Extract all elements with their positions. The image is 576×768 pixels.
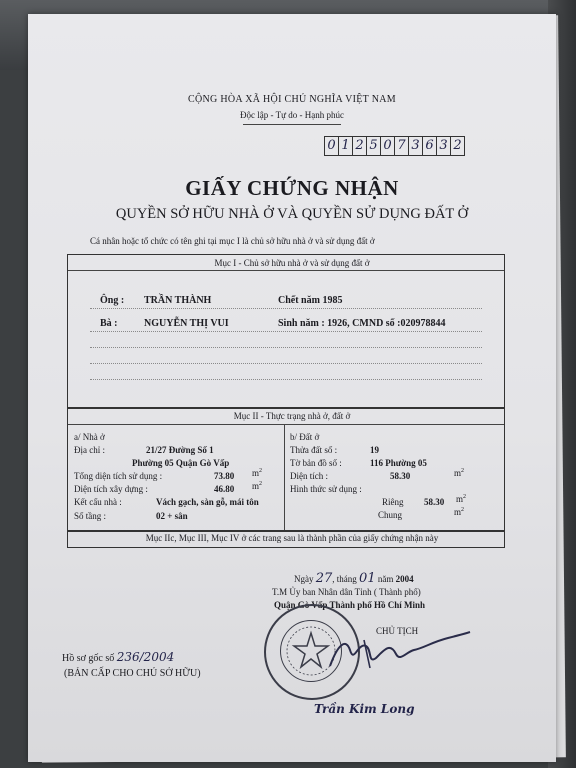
plot-label: Thửa đất số : xyxy=(290,445,338,455)
serial-digit: 1 xyxy=(339,136,353,156)
unit-m2: $m^2$ xyxy=(252,468,263,478)
certificate-page xyxy=(28,14,556,762)
record-number: 236/2004 xyxy=(116,650,175,664)
floors-value: 02 + sân xyxy=(156,511,188,521)
authority-line2: Quận Gò Vấp Thành phố Hồ Chí Minh xyxy=(274,600,425,610)
owner1-name: TRẦN THÀNH xyxy=(144,295,212,306)
usage-label: Hình thức sử dụng : xyxy=(290,484,362,494)
private-value: 58.30 xyxy=(424,497,445,507)
address-line1: 21/27 Đường Số 1 xyxy=(146,445,214,455)
serial-digit: 5 xyxy=(367,136,381,156)
national-title: CỘNG HÒA XÃ HỘI CHỦ NGHĨA VIỆT NAM xyxy=(188,94,396,105)
map-value: 116 Phường 05 xyxy=(370,458,427,468)
land-area-value: 58.30 xyxy=(390,471,411,481)
motto: Độc lập - Tự do - Hạnh phúc xyxy=(240,110,344,120)
structure-label: Kết cấu nhà : xyxy=(74,497,122,507)
section1-heading: Mục I - Chủ sở hữu nhà ở và sử dụng đất ở xyxy=(214,258,370,268)
serial-digit: 3 xyxy=(409,136,423,156)
unit: m xyxy=(252,481,260,491)
footer-note: Mục IIc, Mục III, Mục IV ở các trang sau là thành phần của giấy chứng nhận này xyxy=(145,533,439,543)
unit-m2: $m^2$ xyxy=(456,494,467,504)
serial-digit: 3 xyxy=(437,136,451,156)
owner1-note: Chết năm 1985 xyxy=(278,295,343,306)
land-area-label: Diện tích : xyxy=(290,471,328,481)
dotted-line xyxy=(90,363,482,364)
authority-line1: T.M Ủy ban Nhân dân Tỉnh ( Thành phố) xyxy=(272,587,421,597)
unit-m2: $m^2$ xyxy=(454,507,465,517)
date-line: Ngày 27, tháng 01 năm 2004 xyxy=(294,571,414,586)
owner1-label: Ông : xyxy=(100,295,125,306)
build-area-value: 46.80 xyxy=(214,484,235,494)
unit: m xyxy=(454,468,462,478)
map-label: Tờ bản đồ số : xyxy=(290,458,342,468)
certificate-title: GIẤY CHỨNG NHẬN xyxy=(185,176,399,200)
address-line2: Phường 05 Quận Gò Vấp xyxy=(132,458,230,468)
serial-digit: 2 xyxy=(353,136,367,156)
section2-heading: Mục II - Thực trạng nhà ở, đất ở xyxy=(233,411,351,421)
total-area-value: 73.80 xyxy=(214,471,235,481)
dotted-line xyxy=(90,308,482,309)
serial-digit: 2 xyxy=(451,136,465,156)
year-prefix: năm xyxy=(377,574,394,584)
date-year: 2004 xyxy=(395,574,414,584)
serial-digit: 7 xyxy=(395,136,409,156)
unit-m2: $m^2$ xyxy=(454,468,465,478)
unit-m2: $m^2$ xyxy=(252,481,263,491)
copy-note: (BẢN CẤP CHO CHỦ SỞ HỮU) xyxy=(64,668,201,679)
date-prefix: Ngày xyxy=(294,574,314,584)
serial-digit: 0 xyxy=(381,136,395,156)
shared-label: Chung xyxy=(378,510,403,520)
intro-text: Cá nhân hoặc tổ chức có tên ghi tại mục I là chủ sở hữu nhà ở và sử dụng đất ở xyxy=(90,236,375,246)
owner2-name: NGUYỄN THỊ VUI xyxy=(144,318,229,329)
dotted-line xyxy=(90,347,482,348)
land-heading: b/ Đất ở xyxy=(290,432,320,442)
dotted-line xyxy=(90,379,482,380)
motto-underline xyxy=(243,124,341,125)
unit: m xyxy=(454,507,462,517)
signer-role: CHỦ TỊCH xyxy=(376,626,419,636)
signer-name: Trần Kim Long xyxy=(314,702,415,716)
handwritten-signature xyxy=(324,620,474,680)
section2-divider xyxy=(284,425,285,530)
serial-digit: 6 xyxy=(423,136,437,156)
address-label: Địa chỉ : xyxy=(74,445,105,455)
owner2-note: Sinh năm : 1926, CMND số :020978844 xyxy=(278,318,446,329)
certificate-subtitle: QUYỀN SỞ HỮU NHÀ Ở VÀ QUYỀN SỬ DỤNG ĐẤT Ở xyxy=(115,206,469,222)
private-label: Riêng xyxy=(382,497,404,507)
build-area-label: Diện tích xây dựng : xyxy=(74,484,148,494)
record-label: Hồ sơ gốc số xyxy=(62,653,115,664)
section2-box xyxy=(67,407,505,532)
unit: m xyxy=(252,468,260,478)
floors-label: Số tầng : xyxy=(74,511,107,521)
date-month: 01 xyxy=(359,571,376,586)
date-day: 27 xyxy=(315,571,333,586)
total-area-label: Tổng diện tích sử dụng : xyxy=(74,471,163,481)
month-prefix: tháng xyxy=(336,574,357,584)
section1-heading-rule xyxy=(68,270,504,271)
record-line xyxy=(62,650,174,664)
unit: m xyxy=(456,494,464,504)
section2-heading-rule xyxy=(68,424,504,425)
owner2-label: Bà : xyxy=(100,318,118,329)
house-heading: a/ Nhà ở xyxy=(74,432,105,442)
serial-number-boxes xyxy=(324,136,465,156)
dotted-line xyxy=(90,331,482,332)
structure-value: Vách gạch, sàn gỗ, mái tôn xyxy=(156,497,259,507)
serial-digit: 0 xyxy=(324,136,339,156)
plot-value: 19 xyxy=(370,445,379,455)
